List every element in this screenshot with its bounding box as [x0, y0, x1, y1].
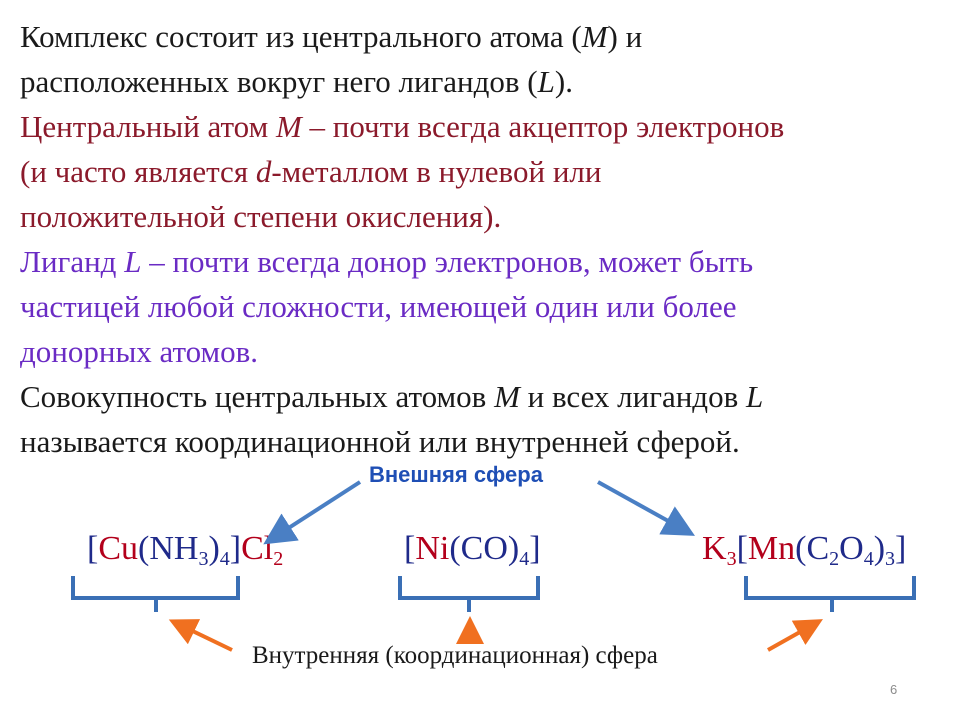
- text-segment: расположенных вокруг него лигандов (: [20, 64, 538, 99]
- formula-token: ]: [529, 530, 541, 567]
- formula-token: [: [404, 530, 416, 567]
- formula-token: K: [702, 530, 727, 567]
- brace-ni: [400, 576, 538, 612]
- inner-arrow-right: [768, 623, 816, 650]
- formula-subscript: 3: [726, 548, 737, 570]
- formula-subscript: 4: [519, 548, 530, 570]
- italic-variable: L: [745, 379, 764, 414]
- text-segment: донорных атомов.: [20, 334, 259, 369]
- formula-token: ): [208, 530, 220, 567]
- outer-arrow-right: [598, 482, 688, 532]
- formula-token: (C: [795, 530, 830, 567]
- italic-variable: L: [124, 244, 142, 279]
- italic-variable: M: [581, 19, 608, 54]
- formula-token: Ni: [415, 530, 450, 567]
- text-segment: -металлом в нулевой или: [271, 154, 602, 189]
- formula-token: O: [839, 530, 864, 567]
- formula-token: Cl: [241, 530, 274, 567]
- text-segment: Лиганд: [20, 244, 125, 279]
- formula-subscript: 4: [863, 548, 874, 570]
- formula-token: ]: [895, 530, 907, 567]
- slide-number: 6: [890, 682, 898, 697]
- formula-token: (CO): [449, 530, 520, 567]
- formula-token: (NH: [138, 530, 199, 567]
- text-segment: – почти всегда донор электронов, может быть: [141, 244, 754, 279]
- formula-token: ]: [229, 530, 242, 567]
- formula-subscript: 2: [273, 548, 284, 570]
- formula-subscript: 4: [219, 548, 230, 570]
- text-segment: – почти всегда акцептор электронов: [301, 109, 785, 144]
- italic-variable: L: [537, 64, 555, 99]
- formula-token: Cu: [98, 530, 139, 567]
- formula-token: [: [87, 530, 99, 567]
- text-segment: Комплекс состоит из центрального атома (: [20, 19, 582, 54]
- formula-token: ): [873, 530, 886, 567]
- italic-variable: M: [275, 109, 302, 144]
- brace-cu: [73, 576, 238, 612]
- text-segment: ) и: [607, 19, 643, 54]
- text-segment: называется координационной или внутренней сферой.: [20, 424, 740, 459]
- italic-variable: M: [494, 379, 520, 414]
- formula-subscript: 3: [198, 548, 209, 570]
- brace-mn: [746, 576, 914, 612]
- text-segment: (и часто является: [20, 154, 256, 189]
- formula-subscript: 2: [829, 548, 840, 570]
- text-segment: ).: [554, 64, 573, 99]
- outer-sphere-label: Внешняя сфера: [369, 462, 543, 487]
- inner-sphere-label: Внутренняя (координационная) сфера: [252, 642, 658, 669]
- formula-token: Mn: [747, 530, 796, 567]
- text-segment: положительной степени окисления).: [20, 199, 502, 234]
- formula-token: [: [736, 530, 748, 567]
- outer-arrow-left: [270, 482, 360, 540]
- italic-variable: d: [255, 154, 272, 189]
- text-segment: Центральный атом: [20, 109, 276, 144]
- text-segment: частицей любой сложности, имеющей один или более: [20, 289, 737, 324]
- inner-arrow-left: [176, 623, 232, 650]
- text-segment: Совокупность центральных атомов: [20, 379, 495, 414]
- text-segment: и всех лигандов: [519, 379, 746, 414]
- formula-subscript: 3: [885, 548, 896, 570]
